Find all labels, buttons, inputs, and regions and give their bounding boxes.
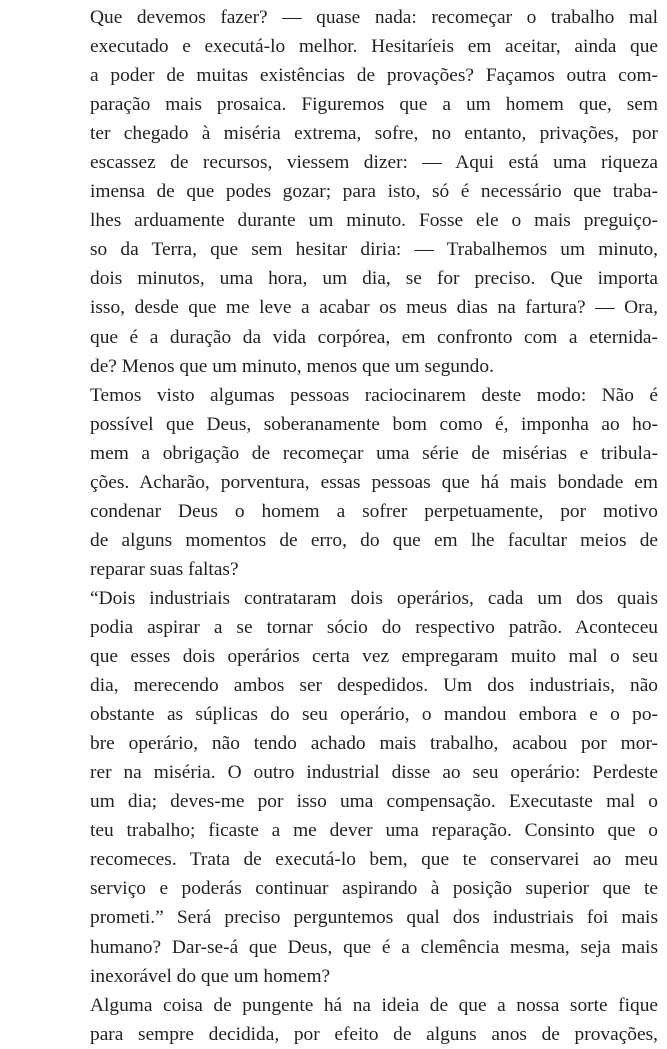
text-line: Temos visto algumas pessoas raciocinarem deste modo: Não é (90, 384, 658, 406)
text-line: mem a obrigação de recomeçar uma série de misérias e tribula- (90, 442, 658, 464)
paragraph (90, 991, 658, 1049)
text-line: so da Terra, que sem hesitar diria: — Trabalhemos um minuto, (90, 239, 658, 261)
text-line: condenar Deus o homem a sofrer perpetuamente, por motivo (90, 500, 658, 522)
text-line: dois minutos, uma hora, um dia, se for preciso. Que importa (90, 268, 658, 290)
text-line: executado e executá-lo melhor. Hesitaríeis em aceitar, ainda que (90, 36, 658, 58)
text-line: de? Menos que um minuto, menos que um segundo. (90, 355, 494, 377)
text-line: lhes arduamente durante um minuto. Fosse ele o mais preguiço- (90, 210, 658, 232)
text-line: “Dois industriais contrataram dois operários, cada um dos quais (90, 587, 658, 609)
text-line: isso, desde que me leve a acabar os meus dias na fartura? — Ora, (90, 297, 658, 319)
text-line: dia, merecendo ambos ser despedidos. Um dos industriais, não (90, 675, 658, 697)
text-line: ções. Acharão, porventura, essas pessoas que há mais bondade em (90, 471, 658, 493)
text-line: bre operário, não tendo achado mais trabalho, acabou por mor- (90, 733, 658, 755)
text-line: possível que Deus, soberanamente bom como é, imponha ao ho- (90, 413, 658, 435)
document-page (90, 3, 658, 1049)
text-line: prometi.” Será preciso perguntemos qual dos industriais foi mais (90, 907, 658, 929)
text-line: de alguns momentos de erro, do que em lhe facultar meios de (90, 529, 658, 551)
text-line: que é a duração da vida corpórea, em confronto com a eternida- (90, 326, 658, 348)
text-line: ter chegado à miséria extrema, sofre, no entanto, privações, por (90, 123, 658, 145)
text-line: paração mais prosaica. Figuremos que a um homem que, sem (90, 94, 658, 116)
text-line: serviço e poderás continuar aspirando à posição superior que te (90, 878, 658, 900)
text-line: a poder de muitas existências de provações? Façamos outra com- (90, 65, 658, 87)
text-line: obstante as súplicas do seu operário, o mandou embora e o po- (90, 704, 658, 726)
text-line: teu trabalho; ficaste a me dever uma reparação. Consinto que o (90, 820, 658, 842)
text-line: um dia; deves-me por isso uma compensação. Executaste mal o (90, 791, 658, 813)
text-line: imensa de que podes gozar; para isto, só é necessário que traba- (90, 181, 658, 203)
text-line: rer na miséria. O outro industrial disse ao seu operário: Perdeste (90, 762, 658, 784)
paragraph (90, 381, 658, 584)
text-line: que esses dois operários certa vez empregaram muito mal o seu (90, 646, 658, 668)
text-line: Que devemos fazer? — quase nada: recomeçar o trabalho mal (90, 7, 658, 28)
text-line: inexorável do que um homem? (90, 965, 331, 987)
text-line: para sempre decidida, por efeito de alguns anos de provações, (90, 1023, 658, 1045)
text-line: escassez de recursos, viessem dizer: — Aqui está uma riqueza (90, 152, 658, 174)
text-line: reparar suas faltas? (90, 558, 239, 580)
text-line: recomeces. Trata de executá-lo bem, que te conservarei ao meu (90, 849, 658, 871)
paragraph (90, 584, 658, 991)
paragraph (90, 3, 658, 381)
text-line: humano? Dar-se-á que Deus, que é a clemência mesma, seja mais (90, 936, 658, 958)
text-line: Alguma coisa de pungente há na ideia de que a nossa sorte fique (90, 994, 658, 1016)
text-line: podia aspirar a se tornar sócio do respectivo patrão. Aconteceu (90, 616, 658, 638)
